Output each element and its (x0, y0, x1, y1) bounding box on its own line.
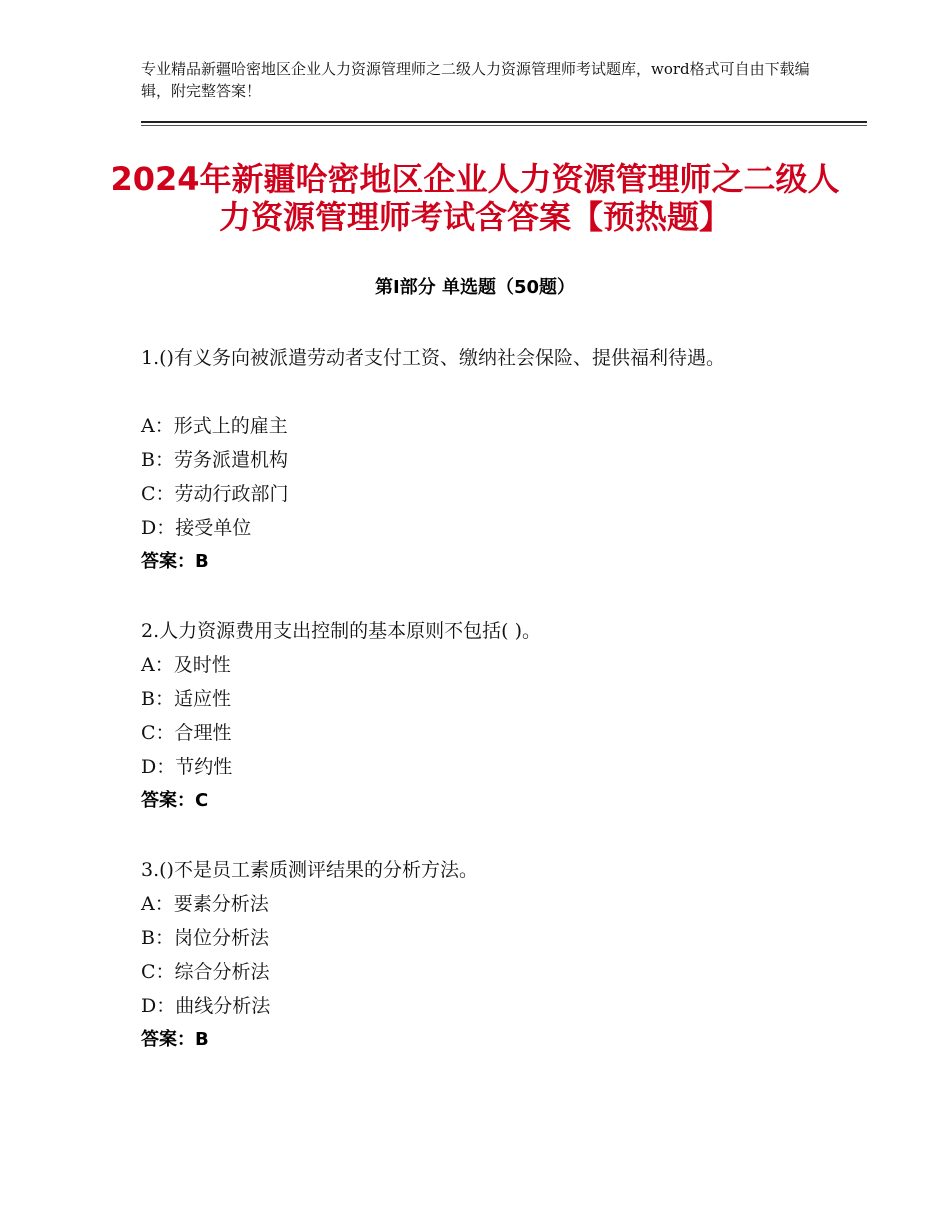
question-1-option-a: A：形式上的雇主 (141, 415, 288, 437)
question-3-option-b: B：岗位分析法 (141, 927, 269, 949)
question-1-option-b: B：劳务派遣机构 (141, 449, 288, 471)
document-title: 2024年新疆哈密地区企业人力资源管理师之二级人力资源管理师考试含答案【预热题】 (110, 160, 840, 236)
question-1-option-c: C：劳动行政部门 (141, 483, 289, 505)
divider-thick-line (141, 121, 867, 123)
question-1-stem: 1.()有义务向被派遣劳动者支付工资、缴纳社会保险、提供福利待遇。 (141, 347, 725, 369)
header-divider (141, 121, 867, 126)
question-2-option-b: B：适应性 (141, 688, 231, 710)
question-3-option-a: A：要素分析法 (141, 893, 269, 915)
header-note: 专业精品新疆哈密地区企业人力资源管理师之二级人力资源管理师考试题库，word格式可自由下载编辑，附完整答案！ (141, 60, 810, 100)
question-3-option-c: C：综合分析法 (141, 961, 270, 983)
question-1-answer: 答案：B (141, 551, 209, 572)
question-2-option-d: D：节约性 (141, 756, 233, 778)
question-2-stem: 2.人力资源费用支出控制的基本原则不包括( )。 (141, 620, 541, 642)
question-2-option-c: C：合理性 (141, 722, 232, 744)
question-1-option-d: D：接受单位 (141, 517, 252, 539)
section-heading: 第Ⅰ部分 单选题（50题） (374, 277, 575, 298)
question-2-answer: 答案：C (141, 790, 209, 811)
divider-thin-line (141, 125, 867, 126)
question-3-stem: 3.()不是员工素质测评结果的分析方法。 (141, 859, 478, 881)
question-3-option-d: D：曲线分析法 (141, 995, 271, 1017)
question-3-answer: 答案：B (141, 1029, 209, 1050)
question-2-option-a: A：及时性 (141, 654, 231, 676)
